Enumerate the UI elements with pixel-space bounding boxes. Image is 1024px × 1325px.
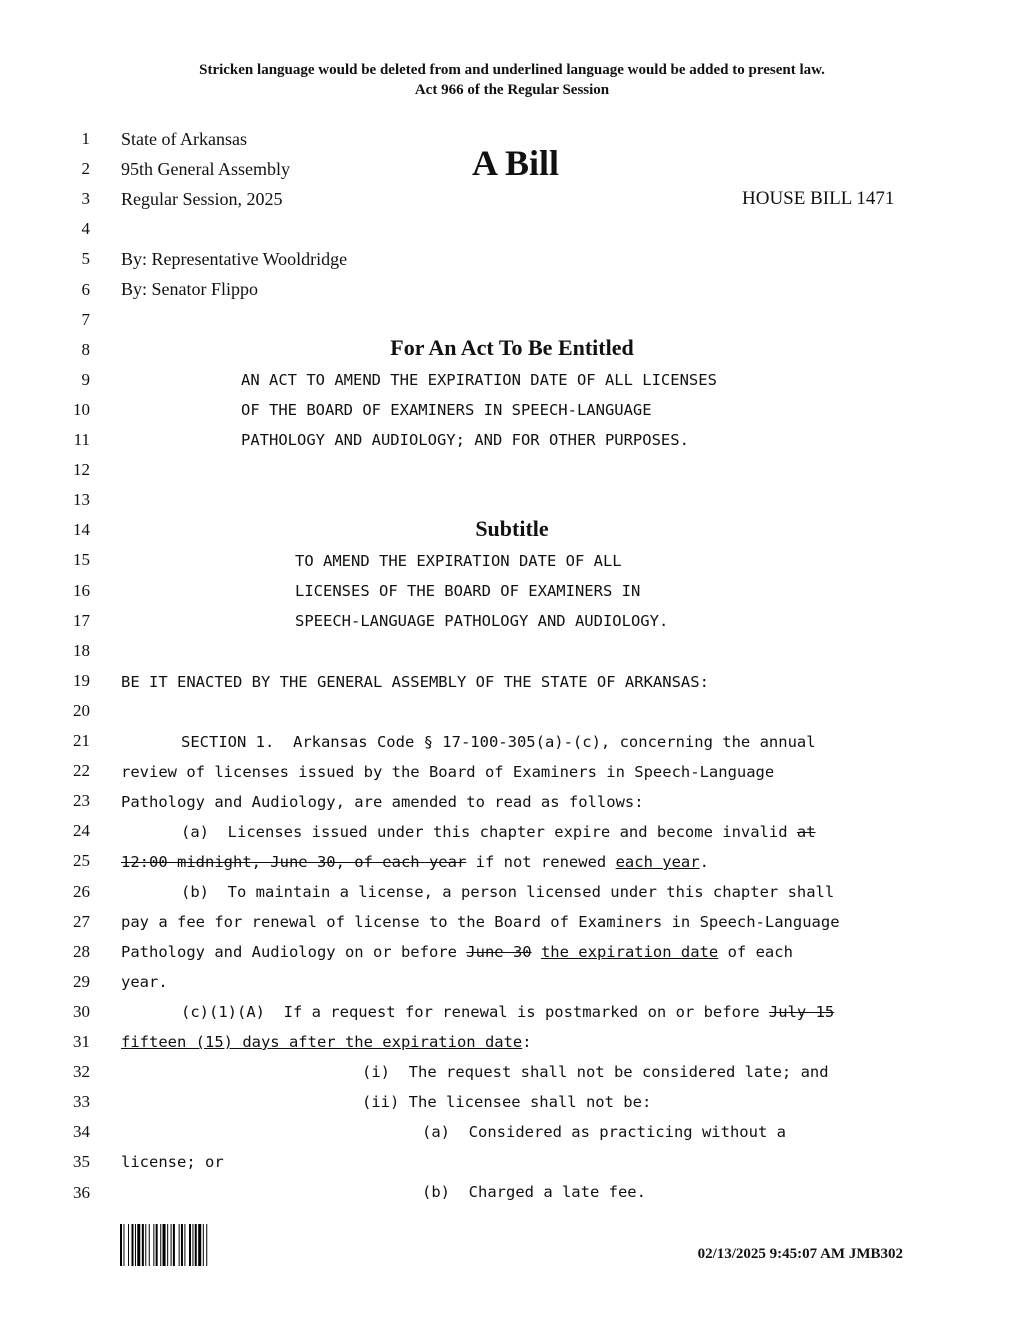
- line-number: 31: [73, 1032, 90, 1051]
- bill-number: HOUSE BILL 1471: [742, 188, 895, 209]
- line-number: 13: [73, 490, 90, 510]
- barcode-bar: [123, 1224, 124, 1266]
- timestamp: 02/13/2025 9:45:07 AM JMB302: [697, 1246, 903, 1262]
- barcode-bar: [189, 1224, 191, 1266]
- barcode-bar: [132, 1224, 134, 1266]
- line-number: 9: [81, 369, 90, 389]
- line-number: 6: [81, 279, 90, 299]
- line-number: 19: [73, 670, 90, 690]
- line-number: 35: [73, 1152, 90, 1172]
- inserted-text: the expiration date: [540, 943, 719, 961]
- barcode-bar: [120, 1224, 122, 1266]
- subtitle-heading: Subtitle: [475, 516, 549, 541]
- barcode-bar: [206, 1224, 207, 1266]
- line-number: 15: [73, 550, 90, 570]
- line-number: 18: [73, 640, 90, 660]
- entitled-line: AN ACT TO AMEND THE EXPIRATION DATE OF ALL LICENSES: [241, 371, 717, 389]
- body-text: (a) Licenses issued under this chapter expire and become invalid: [181, 823, 797, 841]
- barcode-bar: [192, 1224, 193, 1266]
- line-number: 29: [73, 971, 90, 991]
- state-name: State of Arkansas: [121, 129, 247, 149]
- amendment-notice: Stricken language would be deleted from and underlined language would be added to present law.: [199, 62, 825, 78]
- section-1-text: SECTION 1. Arkansas Code § 17-100-305(a)-(c), concerning the annual: [181, 733, 816, 751]
- line-number: 20: [73, 700, 90, 720]
- subsection-c: [181, 1002, 834, 1022]
- barcode-bar: [195, 1224, 197, 1266]
- line-number: 17: [73, 610, 90, 630]
- line-number: 23: [73, 791, 90, 811]
- line-number: 2: [81, 159, 90, 179]
- body-line: pay a fee for renewal of license to the Board of Examiners in Speech-Language: [121, 913, 840, 931]
- body-text: [532, 943, 541, 961]
- enacting-clause: BE IT ENACTED BY THE GENERAL ASSEMBLY OF THE STATE OF ARKANSAS:: [121, 673, 709, 691]
- body-line: [121, 852, 709, 872]
- line-number: 26: [73, 881, 90, 901]
- item-ii: (ii) The licensee shall not be:: [362, 1093, 652, 1111]
- barcode-bar: [167, 1224, 168, 1266]
- barcode-bar: [181, 1224, 183, 1266]
- line-number: 34: [73, 1122, 90, 1142]
- subsection-b: (b) To maintain a license, a person licensed under this chapter shall: [181, 883, 835, 901]
- line-number: 24: [73, 821, 90, 841]
- barcode-bar: [163, 1224, 166, 1266]
- body-line: year.: [121, 973, 168, 991]
- sponsor-representative: By: Representative Wooldridge: [121, 249, 348, 269]
- body-text: if not renewed: [466, 853, 616, 871]
- entitled-heading: For An Act To Be Entitled: [390, 335, 634, 360]
- barcode-bar: [145, 1224, 146, 1266]
- line-number: 32: [73, 1062, 90, 1082]
- body-text: :: [522, 1033, 532, 1051]
- barcode-bar: [156, 1224, 158, 1266]
- line-number: 30: [73, 1001, 90, 1021]
- line-number: 33: [73, 1092, 90, 1112]
- subtitle-line: SPEECH-LANGUAGE PATHOLOGY AND AUDIOLOGY.: [295, 612, 669, 630]
- entitled-line: OF THE BOARD OF EXAMINERS IN SPEECH-LANGUAGE: [241, 401, 652, 419]
- act-number: Act 966 of the Regular Session: [414, 82, 610, 98]
- subtitle-line: TO AMEND THE EXPIRATION DATE OF ALL: [295, 552, 622, 570]
- barcode: [120, 1224, 250, 1266]
- line-number: 21: [73, 731, 90, 750]
- document-title: A Bill: [472, 143, 560, 183]
- item-i: (i) The request shall not be considered late; and: [362, 1063, 829, 1081]
- barcode-bar: [142, 1224, 144, 1266]
- line-number: 11: [73, 430, 90, 449]
- subtitle-line: LICENSES OF THE BOARD OF EXAMINERS IN: [295, 582, 641, 600]
- line-number: 14: [73, 520, 90, 540]
- sponsor-senator: By: Senator Flippo: [121, 279, 259, 299]
- barcode-bar: [160, 1224, 161, 1266]
- barcode-bar: [171, 1224, 172, 1266]
- barcode-bar: [135, 1224, 136, 1266]
- line-number: 22: [73, 761, 90, 781]
- session: Regular Session, 2025: [121, 189, 283, 209]
- stricken-text: June 30: [466, 943, 532, 961]
- body-text: Pathology and Audiology on or before: [121, 943, 467, 961]
- line-number: 1: [81, 129, 90, 148]
- line-number: 27: [73, 911, 90, 931]
- barcode-bar: [173, 1224, 175, 1266]
- subsection-a: [181, 822, 816, 842]
- inserted-text: fifteen (15) days after the expiration date: [121, 1033, 523, 1051]
- line-number: 4: [81, 219, 90, 239]
- line-number: 12: [73, 460, 90, 480]
- line-number: 36: [73, 1182, 90, 1202]
- barcode-bar: [128, 1224, 129, 1266]
- stricken-text: July 15: [768, 1003, 835, 1021]
- subitem-b: (b) Charged a late fee.: [422, 1183, 646, 1201]
- line-number: 3: [81, 189, 90, 209]
- entitled-line: PATHOLOGY AND AUDIOLOGY; AND FOR OTHER PURPOSES.: [241, 431, 689, 449]
- body-line: [121, 942, 793, 962]
- line-number: 28: [73, 941, 90, 961]
- general-assembly: 95th General Assembly: [121, 159, 290, 179]
- body-line: [121, 1032, 532, 1052]
- body-text: of each: [718, 943, 793, 961]
- barcode-bar: [137, 1224, 140, 1266]
- line-number: 16: [73, 580, 90, 600]
- barcode-bar: [153, 1224, 154, 1266]
- stricken-text: 12:00 midnight, June 30, of each year: [121, 853, 467, 871]
- body-line: license; or: [121, 1153, 224, 1171]
- subitem-a: (a) Considered as practicing without a: [422, 1123, 786, 1141]
- line-number: 8: [81, 339, 90, 359]
- body-line: review of licenses issued by the Board of Examiners in Speech-Language: [121, 763, 775, 781]
- line-number: 10: [73, 399, 90, 419]
- barcode-bar: [184, 1224, 185, 1266]
- line-number: 5: [81, 249, 90, 269]
- body-text: (c)(1)(A) If a request for renewal is postmarked on or before: [181, 1003, 769, 1021]
- barcode-bar: [203, 1224, 204, 1266]
- body-line: Pathology and Audiology, are amended to read as follows:: [121, 793, 644, 811]
- barcode-bar: [179, 1224, 180, 1266]
- barcode-bar: [198, 1224, 201, 1266]
- body-text: .: [699, 853, 709, 871]
- line-number: 25: [73, 851, 90, 871]
- line-number: 7: [81, 309, 90, 329]
- inserted-text: each year: [615, 853, 700, 871]
- stricken-text: at: [796, 823, 816, 841]
- barcode-bar: [149, 1224, 150, 1266]
